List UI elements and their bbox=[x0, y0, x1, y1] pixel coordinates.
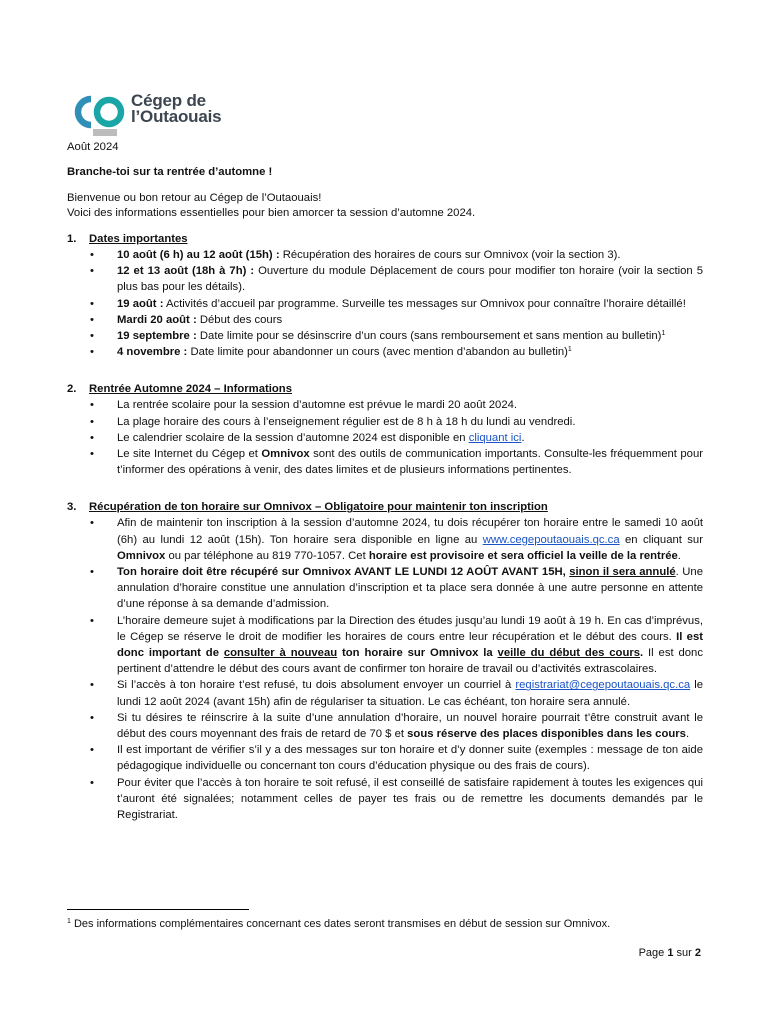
section-1-heading bbox=[67, 232, 703, 247]
item-bold-underline: consulter à nouveau bbox=[223, 647, 338, 660]
list-item: • Il est important de vérifier s’il y a des messages sur ton horaire et d’y donner suite (exemples : message de ton aide pédagogique individuelle ou concernant ton cours d’éducation physique ou des frais de cours). bbox=[67, 742, 703, 774]
section-3-heading bbox=[67, 500, 703, 515]
website-link[interactable]: www.cegepoutaouais.qc.ca bbox=[482, 533, 620, 546]
item-text: Début des cours bbox=[196, 313, 283, 326]
cegep-logo bbox=[67, 92, 227, 136]
item-bold: sous réserve des places disponibles dans les cours bbox=[407, 728, 686, 741]
list-item bbox=[67, 263, 703, 295]
page-word: sur bbox=[673, 947, 695, 959]
item-bold: Mardi 20 août : bbox=[117, 313, 197, 326]
list-item: • La plage horaire des cours à l’enseignement régulier est de 8 h à 18 h du lundi au vendredi. bbox=[67, 414, 703, 430]
section-title: Dates importantes bbox=[89, 233, 188, 245]
registrariat-email-link[interactable]: registrariat@cegepoutaouais.qc.ca bbox=[515, 679, 691, 692]
footnote bbox=[67, 917, 707, 931]
page-word: Page bbox=[638, 947, 668, 959]
calendar-link[interactable]: cliquant ici bbox=[468, 431, 522, 444]
item-text: Si l’accès à ton horaire t’est refusé, tu dois absolument envoyer un courriel à bbox=[117, 679, 516, 692]
item-text: ou par téléphone au 819 770-1057. Cet bbox=[165, 549, 369, 562]
item-bold: 19 septembre : bbox=[117, 330, 197, 343]
item-bold: 4 novembre : bbox=[117, 346, 188, 359]
section-title: Rentrée Automne 2024 – Informations bbox=[89, 383, 292, 396]
logo-underline-bar bbox=[93, 129, 117, 136]
item-text: en cliquant sur bbox=[619, 533, 703, 546]
section-number: 3. bbox=[67, 501, 77, 514]
list-item: • Pour éviter que l’accès à ton horaire te soit refusé, il est conseillé de satisfaire rapidement à toutes les exigences qui t’auront été signalées; notamment celles de payer tes frais ou de remettre les documents demandés par le Registrariat. bbox=[67, 775, 703, 824]
list-item bbox=[67, 296, 703, 312]
list-item bbox=[67, 677, 703, 709]
list-item bbox=[67, 247, 703, 263]
footnote-mark: 1 bbox=[67, 918, 71, 925]
item-bold: 12 et 13 août (18h à 7h) : bbox=[117, 265, 255, 278]
section-number: 1. bbox=[67, 233, 77, 245]
page-current: 1 bbox=[667, 947, 674, 959]
logo-line-2: l’Outaouais bbox=[131, 107, 222, 126]
item-text: Il est donc pertinent d’attendre le début des cours avant de confirmer ton horaire de travail ou d’activités extrascolaires. bbox=[117, 647, 703, 676]
list-item bbox=[67, 312, 703, 328]
item-bold: 19 août : bbox=[117, 297, 164, 310]
item-text: . bbox=[677, 549, 681, 562]
rentree-list bbox=[67, 397, 703, 478]
section-2-heading bbox=[67, 382, 703, 397]
item-text: . bbox=[685, 728, 690, 741]
item-bold-underline: sinon il sera annulé bbox=[569, 566, 676, 579]
item-bold: 10 août (6 h) au 12 août (15h) : bbox=[117, 249, 280, 261]
page-number bbox=[639, 947, 701, 959]
item-text: sont des outils de communication importants. Consulte-les fréquemment pour t’informer des opérations à venir, des dates limites et de plusieurs informations pertinentes. bbox=[117, 448, 703, 477]
document-headline: Branche-toi sur ta rentrée d’automne ! bbox=[67, 166, 273, 178]
item-text: Le calendrier scolaire de la session d’automne 2024 est disponible en bbox=[117, 431, 469, 444]
footnote-separator bbox=[67, 909, 249, 910]
list-item bbox=[67, 564, 703, 613]
page-total: 2 bbox=[694, 947, 701, 959]
list-item bbox=[67, 430, 703, 446]
item-bold: Omnivox bbox=[117, 549, 166, 562]
item-text: Ouverture du module Déplacement de cours pour modifier ton horaire (voir la section 5 plus bas pour les détails). bbox=[117, 265, 703, 294]
list-item bbox=[67, 328, 703, 344]
document-body bbox=[67, 140, 703, 823]
section-title: Récupération de ton horaire sur Omnivox – Obligatoire pour maintenir ton inscription bbox=[89, 501, 548, 514]
item-bold: Ton horaire doit être récupéré sur Omnivox AVANT LE LUNDI 12 AOÛT AVANT 15H, bbox=[117, 566, 570, 579]
item-bold-underline: veille du début des cours bbox=[497, 647, 641, 660]
item-bold: Il est donc important de bbox=[117, 630, 703, 660]
list-item bbox=[67, 515, 703, 564]
section-recuperation-horaire bbox=[67, 500, 703, 823]
item-text: Activités d’accueil par programme. Surveille tes messages sur Omnivox pour connaître l’horaire détaillé! bbox=[163, 297, 686, 310]
list-item bbox=[67, 446, 703, 478]
footnote-text: Des informations complémentaires concernant ces dates seront transmises en début de session sur Omnivox. bbox=[70, 918, 611, 930]
item-bold: ton horaire sur Omnivox la bbox=[337, 647, 498, 660]
footnote-ref[interactable]: 1 bbox=[567, 346, 572, 354]
item-text: . Une annulation d’horaire constitue une annulation d’inscription et ta place sera donnée à une autre personne en attente d’une réponse à sa demande d’admission. bbox=[117, 566, 703, 611]
item-bold: . bbox=[640, 647, 644, 660]
section-number: 2. bbox=[67, 383, 77, 396]
list-item bbox=[67, 710, 703, 742]
section-dates-importantes bbox=[67, 232, 703, 360]
item-text: Récupération des horaires de cours sur Omnivox (voir la section 3). bbox=[279, 249, 621, 261]
item-text: L’horaire demeure sujet à modifications par la Direction des études jusqu’au lundi 19 août à 19 h. En cas d’imprévus, le Cégep se réserve le droit de modifier les horaires de cours entre leur récupération et le début des cours. bbox=[117, 614, 703, 643]
item-text: le lundi 12 août 2024 (avant 15h) afin de régulariser ta situation. Le cas échéant, ton horaire sera annulé. bbox=[117, 679, 703, 708]
item-bold: horaire est provisoire et sera officiel la veille de la rentrée bbox=[368, 549, 678, 562]
footnote-ref[interactable]: 1 bbox=[661, 330, 666, 338]
dates-list bbox=[67, 247, 703, 360]
list-item bbox=[67, 344, 703, 360]
recuperation-list bbox=[67, 515, 703, 823]
item-text: Date limite pour abandonner un cours (avec mention d’abandon au bulletin) bbox=[187, 346, 568, 359]
item-text: Afin de maintenir ton inscription à la session d’automne 2024, tu dois récupérer ton horaire entre le samedi 10 août (6h) au lundi 12 août (15h). Ton horaire sera disponible en ligne au bbox=[117, 517, 703, 546]
item-bold: Omnivox bbox=[261, 448, 310, 461]
section-rentree-automne bbox=[67, 382, 703, 478]
document-date: Août 2024 bbox=[67, 141, 119, 153]
item-text: Si tu désires te réinscrire à la suite d’une annulation d’horaire, un nouvel horaire pourrait t’être construit avant le début des cours moyennant des frais de retard de 70 $ et bbox=[117, 711, 703, 741]
list-item: • La rentrée scolaire pour la session d’automne est prévue le mardi 20 août 2024. bbox=[67, 397, 703, 413]
item-text: Le site Internet du Cégep et bbox=[117, 448, 262, 461]
item-text: Date limite pour se désinscrire d’un cours (sans remboursement et sans mention au bulletin) bbox=[196, 330, 662, 343]
item-text: . bbox=[521, 431, 525, 444]
logo-line-1: Cégep de bbox=[131, 91, 206, 110]
logo-wordmark bbox=[131, 93, 221, 125]
intro-line-1: Bienvenue ou bon retour au Cégep de l’Outaouais! bbox=[67, 192, 322, 204]
list-item bbox=[67, 613, 703, 678]
intro-line-2: Voici des informations essentielles pour bien amorcer ta session d’automne 2024. bbox=[67, 207, 476, 219]
co-logo-mark-icon bbox=[67, 92, 127, 132]
